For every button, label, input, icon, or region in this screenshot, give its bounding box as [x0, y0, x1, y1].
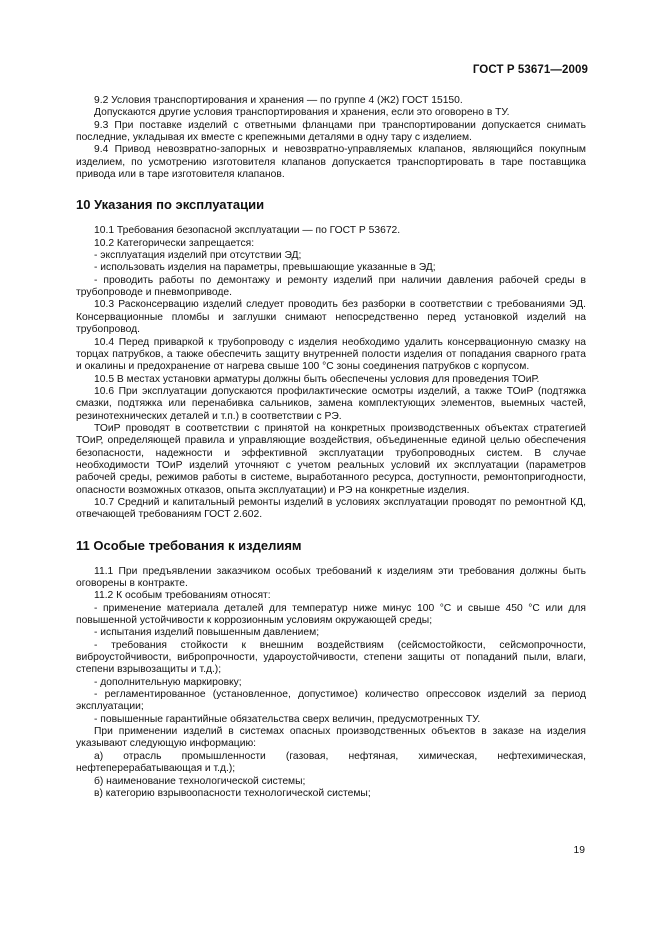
section-heading: 10 Указания по эксплуатации [76, 197, 265, 213]
paragraph: 9.4 Привод невозвратно-запорных и невозвратно-управляемых клапанов, являющийся покупным изделием, по усмотрению изготовителя клапанов допускается транспортировать в таре поставщика привода или в таре изготовителя клапанов. [76, 144, 586, 181]
paragraph: 10.1 Требования безопасной эксплуатации — по ГОСТ Р 53672. [94, 225, 401, 237]
paragraph: Допускаются другие условия транспортирования и хранения, если это оговорено в ТУ. [94, 107, 510, 119]
section-heading: 11 Особые требования к изделиям [76, 537, 302, 553]
paragraph: 9.3 При поставке изделий с ответными фланцами при транспортировании допускается снимать последние, укладывая их вместе с крепежными деталями в одну тару с изделием. [76, 119, 586, 144]
paragraph: 10.4 Перед приваркой к трубопроводу с изделия необходимо удалить консервационную смазку на торцах патрубков, а также обеспечить защиту внутренней полости изделия от попадания сварного грата и окалины и предохранение от нагрева свыше 100 °С зоны соединения патрубков с корпусом. [76, 336, 586, 373]
page-number: 19 [573, 845, 585, 856]
paragraph: 9.2 Условия транспортирования и хранения — по группе 4 (Ж2) ГОСТ 15150. [94, 95, 463, 106]
paragraph: - дополнительную маркировку; [94, 676, 242, 688]
paragraph: - применение материала деталей для температур ниже минус 100 °С и свыше 450 °С или для повышенной устойчивости к коррозионным условиям окружающей среды; [76, 602, 586, 627]
paragraph: - использовать изделия на параметры, превышающие указанные в ЭД; [94, 262, 436, 274]
paragraph: - эксплуатация изделий при отсутствии ЭД; [94, 250, 302, 262]
paragraph: 10.3 Расконсервацию изделий следует проводить без разборки в соответствии с требованиями ЭД. Консервационные пломбы и заглушки снимают непосредственно перед установкой изделий на трубопровод. [76, 299, 586, 336]
standard-header: ГОСТ Р 53671—2009 [472, 64, 588, 76]
paragraph: б) наименование технологической системы; [94, 775, 306, 787]
paragraph: - регламентированное (установленное, допустимое) количество опрессовок изделий за период эксплуатации; [76, 689, 586, 713]
page-content [76, 95, 586, 800]
paragraph: - повышенные гарантийные обязательства сверх величин, предусмотренных ТУ. [94, 713, 481, 725]
paragraph: - испытания изделий повышенным давлением; [94, 627, 320, 639]
paragraph: При применении изделий в системах опасных производственных объектов в заказе на изделия указывают следующую информацию: [76, 726, 586, 750]
paragraph: 10.5 В местах установки арматуры должны быть обеспечены условия для проведения ТОиР. [94, 373, 540, 385]
paragraph: ТОиР проводят в соответствии с принятой на конкретных производственных объектах стратегией ТОиР, определяющей правила и управляющие воздействия, объединенные единой целью обеспечения безопасности, надежности и эффективной эксплуатации трубопроводных систем. В случае необходимости ТОиР изделий уточняют с учетом реальных условий их эксплуатации (параметров рабочей среды, режимов работы в системе, выработанного ресурса, доступности, ремонтопригодности, опасности возможных отказов, опыта эксплуатации) и РЭ на конкретные изделия. [76, 422, 586, 496]
paragraph: в) категорию взрывоопасности технологической системы; [94, 787, 371, 799]
paragraph: - проводить работы по демонтажу и ремонту изделий при наличии давления рабочей среды в трубопроводе и пневмоприводе. [76, 274, 586, 299]
paragraph: 10.2 Категорически запрещается: [94, 237, 255, 249]
paragraph: 11.1 При предъявлении заказчиком особых требований к изделиям эти требования должны быть оговорены в контракте. [76, 565, 586, 589]
paragraph: 10.7 Средний и капитальный ремонты изделий в условиях эксплуатации проводят по ремонтной КД, отвечающей требованиям ГОСТ 2.602. [76, 496, 586, 521]
paragraph: а) отрасль промышленности (газовая, нефтяная, химическая, нефтехимическая, нефтеперерабатывающая и т.д.); [76, 750, 586, 775]
paragraph: - требования стойкости к внешним воздействиям (сейсмостойкости, сейсмопрочности, виброустойчивости, вибропрочности, удароустойчивости, степени защиты от попаданий пыли, влаги, степени взрывозащиты и т.д.); [76, 639, 586, 676]
paragraph: 11.2 К особым требованиям относят: [94, 590, 271, 602]
paragraph: 10.6 При эксплуатации допускаются профилактические осмотры изделий, а также ТОиР (подтяжка смазки, подтяжка или перенабивка сальников, замена комплектующих элементов, выемных частей, резинотехнических деталей и т.п.) в соответствии с РЭ. [76, 385, 586, 422]
